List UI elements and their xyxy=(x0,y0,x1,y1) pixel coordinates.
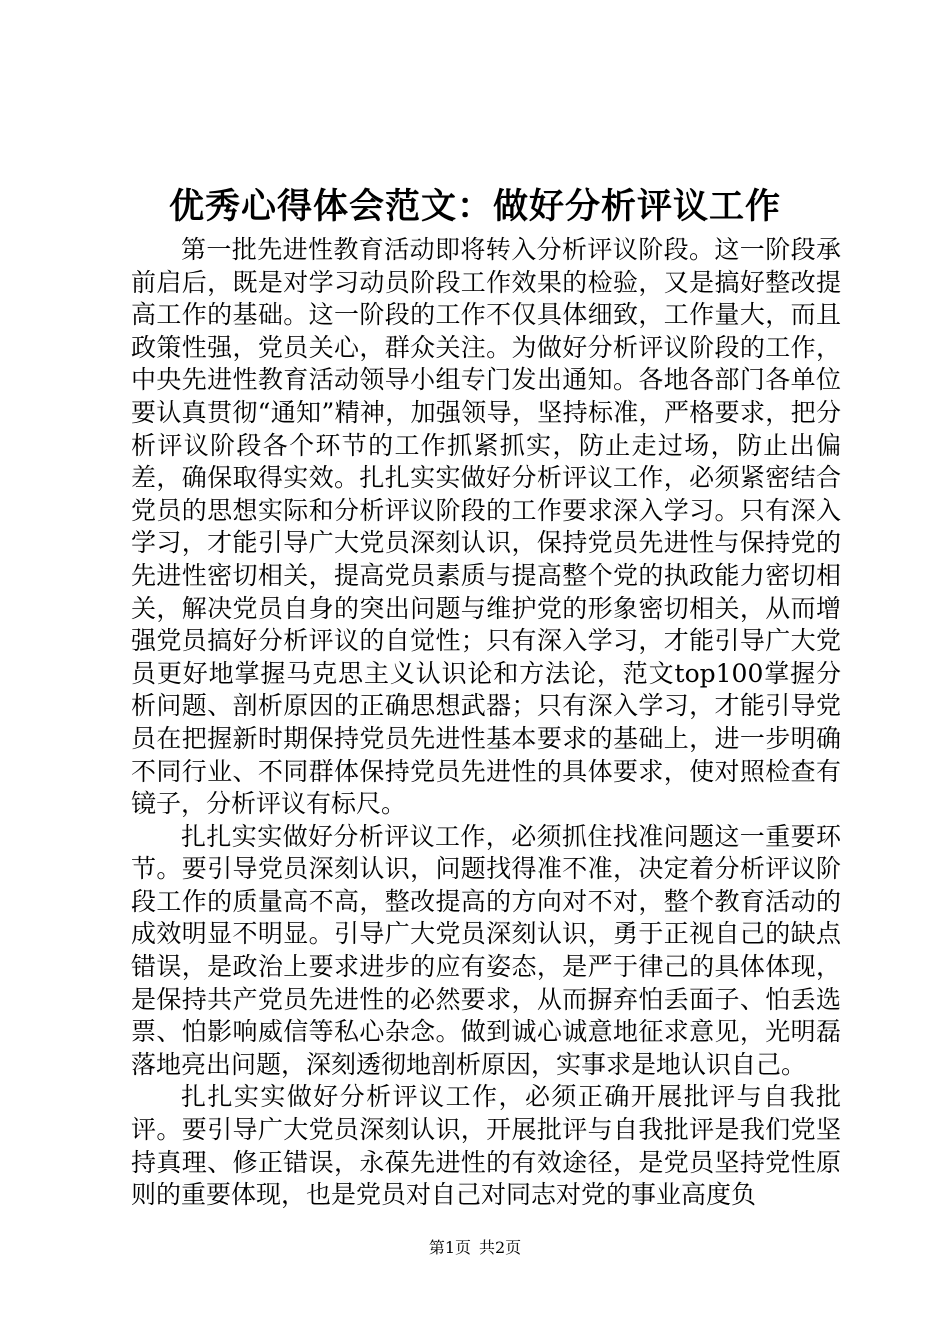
document-title: 优秀心得体会范文：做好分析评议工作 xyxy=(168,186,781,227)
document-body xyxy=(131,234,841,1212)
paragraph: 第一批先进性教育活动即将转入分析评议阶段。这一阶段承前启后，既是对学习动员阶段工作效果的检验，又是搞好整改提高工作的基础。这一阶段的工作不仅具体细致，工作量大，而且政策性强，党员关心，群众关注。为做好分析评议阶段的工作，中央先进性教育活动领导小组专门发出通知。各地各部门各单位要认真贯彻“通知”精神，加强领导，坚持标准，严格要求，把分析评议阶段各个环节的工作抓紧抓实，防止走过场，防止出偏差，确保取得实效。扎扎实实做好分析评议工作，必须紧密结合党员的思想实际和分析评议阶段的工作要求深入学习。只有深入学习，才能引导广大党员深刻认识，保持党员先进性与保持党的先进性密切相关，提高党员素质与提高整个党的执政能力密切相关，解决党员自身的突出问题与维护党的形象密切相关，从而增强党员搞好分析评议的自觉性；只有深入学习，才能引导广大党员更好地掌握马克思主义认识论和方法论，范文top100掌握分析问题、剖析原因的正确思想武器；只有深入学习，才能引导党员在把握新时期保持党员先进性基本要求的基础上，进一步明确不同行业、不同群体保持党员先进性的具体要求，使对照检查有镜子，分析评议有标尺。 xyxy=(131,235,841,819)
page-number: 第1页 xyxy=(428,1238,471,1257)
paragraph: 扎扎实实做好分析评议工作，必须抓住找准问题这一重要环节。要引导党员深刻认识，问题找得准不准，决定着分析评议阶段工作的质量高不高，整改提高的方向对不对，整个教育活动的成效明显不明显。引导广大党员深刻认识，勇于正视自己的缺点错误，是政治上要求进步的应有姿态，是严于律己的具体体现，是保持共产党员先进性的必然要求，从而摒弃怕丢面子、怕丢选票、怕影响威信等私心杂念。做到诚心诚意地征求意见，光明磊落地亮出问题，深刻透彻地剖析原因，实事求是地认识自己。 xyxy=(131,821,841,1079)
page-total: 共2页 xyxy=(479,1238,522,1257)
paragraph: 扎扎实实做好分析评议工作，必须正确开展批评与自我批评。要引导广大党员深刻认识，开展批评与自我批评是我们党坚持真理、修正错误，永葆先进性的有效途径，是党员坚持党性原则的重要体现，也是党员对自己对同志对党的事业高度负 xyxy=(131,1082,841,1210)
page-footer xyxy=(0,1238,950,1258)
